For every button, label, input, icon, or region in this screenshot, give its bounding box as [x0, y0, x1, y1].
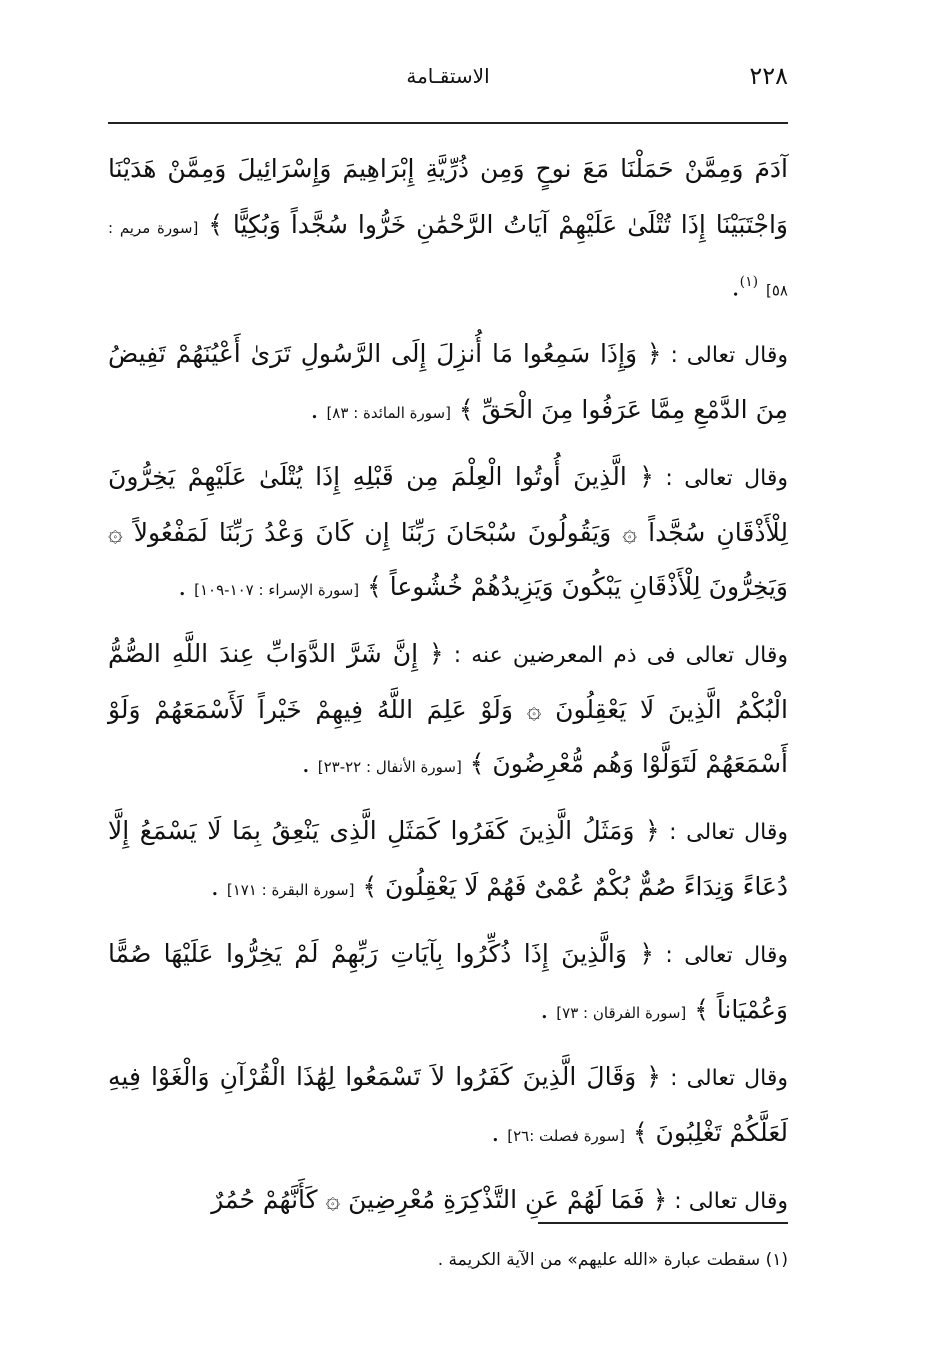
sentence-end: .	[731, 272, 740, 302]
paragraph-8	[108, 1173, 788, 1229]
quran-verse: ﴿ الَّذِينَ أُوتُوا الْعِلْمَ مِن قَبْلِهِ إِذَا يُتْلَىٰ عَلَيْهِمْ يَخِرُّونَ لِلْأَذْقَانِ سُجَّداً ۞ وَيَقُولُونَ سُبْحَانَ رَبِّنَا إِن كَانَ وَعْدُ رَبِّنَا لَمَفْعُولاً ۞ وَيَخِرُّونَ لِلْأَذْقَانِ يَبْكُونَ وَيَزِيدُهُمْ خُشُوعاً ﴾	[108, 462, 788, 602]
sentence-end: .	[491, 1118, 508, 1148]
page-number: ٢٢٨	[749, 62, 788, 90]
surah-reference: [سورة الإسراء : ١٠٧-١٠٩]	[194, 581, 360, 600]
paragraph-2	[108, 327, 788, 440]
quran-verse: ﴿ وَقَالَ الَّذِينَ كَفَرُوا لاَ تَسْمَعُوا لِهَٰذَا الْقُرْآنِ وَالْغَوْا فِيهِ لَعَلَّكُمْ تَغْلِبُونَ ﴾	[108, 1062, 788, 1148]
quran-verse: ﴿ فَمَا لَهُمْ عَنِ التَّذْكِرَةِ مُعْرِضِينَ ۞ كَأَنَّهُمْ حُمُرٌ	[211, 1185, 668, 1215]
surah-reference: [سورة الفرقان : ٧٣]	[556, 1004, 687, 1023]
paragraph-6	[108, 927, 788, 1040]
page-body	[108, 142, 788, 1239]
footnote-marker: (١)	[739, 274, 759, 290]
paragraph-5	[108, 804, 788, 917]
sentence-end: .	[178, 572, 195, 602]
paragraph-intro: وقال تعالى :	[667, 1189, 788, 1215]
paragraph-1	[108, 142, 788, 317]
sentence-end: .	[310, 395, 327, 425]
paragraph-intro: وقال تعالى :	[659, 820, 788, 846]
surah-reference: [سورة مريم : ٥٨]	[108, 219, 788, 300]
running-title: الاستقـامة	[406, 64, 490, 88]
paragraph-intro: وقال تعالى فى ذم المعرضين عنه :	[443, 643, 788, 669]
paragraph-3	[108, 450, 788, 617]
paragraph-7	[108, 1050, 788, 1163]
paragraph-intro: وقال تعالى :	[661, 343, 789, 369]
header-rule	[108, 122, 788, 124]
quran-verse: آدَمَ وَمِمَّنْ حَمَلْنَا مَعَ نوحٍ وَمِن ذُرِّيَّةِ إِبْرَاهِيمَ وَإِسْرَائِيلَ وَمِمَّنْ هَدَيْنَا وَاجْتَبَيْنَا إِذَا تُتْلَىٰ عَلَيْهِمْ آيَاتُ الرَّحْمَٰنِ خَرُّوا سُجَّداً وَبُكِيًّا ﴾	[108, 154, 788, 239]
quran-verse: ﴿ إِنَّ شَرَّ الدَّوَابِّ عِندَ اللَّهِ الصُّمُّ الْبُكْمُ الَّذِينَ لَا يَعْقِلُونَ ۞ وَلَوْ عَلِمَ اللَّهُ فِيهِمْ خَيْراً لَأَسْمَعَهُمْ وَلَوْ أَسْمَعَهُمْ لَتَوَلَّوْا وَهُم مُّعْرِضُونَ ﴾	[108, 639, 788, 779]
surah-reference: [سورة فصلت :٢٦]	[507, 1127, 625, 1146]
paragraph-4	[108, 627, 788, 794]
quran-verse: ﴿ وَالَّذِينَ إِذَا ذُكِّرُوا بِآيَاتِ رَبِّهِمْ لَمْ يَخِرُّوا عَلَيْهَا صُمًّا وَعُمْيَاناً ﴾	[108, 939, 788, 1025]
quran-verse: ﴿ وَمَثَلُ الَّذِينَ كَفَرُوا كَمَثَلِ الَّذِى يَنْعِقُ بِمَا لَا يَسْمَعُ إِلَّا دُعَاءً وَنِدَاءً صُمٌّ بُكْمٌ عُمْىٌ فَهُمْ لَا يَعْقِلُونَ ﴾	[108, 816, 788, 902]
paragraph-intro: وقال تعالى :	[653, 943, 788, 969]
footnote: (١) سقطت عبارة «الله عليهم» من الآية الكريمة .	[437, 1250, 788, 1270]
sentence-end: .	[210, 872, 227, 902]
surah-reference: [سورة البقرة : ١٧١]	[226, 881, 355, 900]
sentence-end: .	[540, 995, 557, 1025]
surah-reference: [سورة المائدة : ٨٣]	[326, 404, 451, 423]
page-header	[108, 58, 788, 98]
sentence-end: .	[301, 749, 318, 779]
quran-verse: ﴿ وَإِذَا سَمِعُوا مَا أُنزِلَ إِلَى الرَّسُولِ تَرَىٰ أَعْيُنَهُمْ تَفِيضُ مِنَ الدَّمْعِ مِمَّا عَرَفُوا مِنَ الْحَقِّ ﴾	[108, 339, 788, 425]
paragraph-intro: وقال تعالى :	[653, 466, 788, 492]
surah-reference: [سورة الأنفال : ٢٢-٢٣]	[317, 758, 462, 777]
footnote-rule	[538, 1222, 788, 1224]
paragraph-intro: وقال تعالى :	[660, 1066, 789, 1092]
